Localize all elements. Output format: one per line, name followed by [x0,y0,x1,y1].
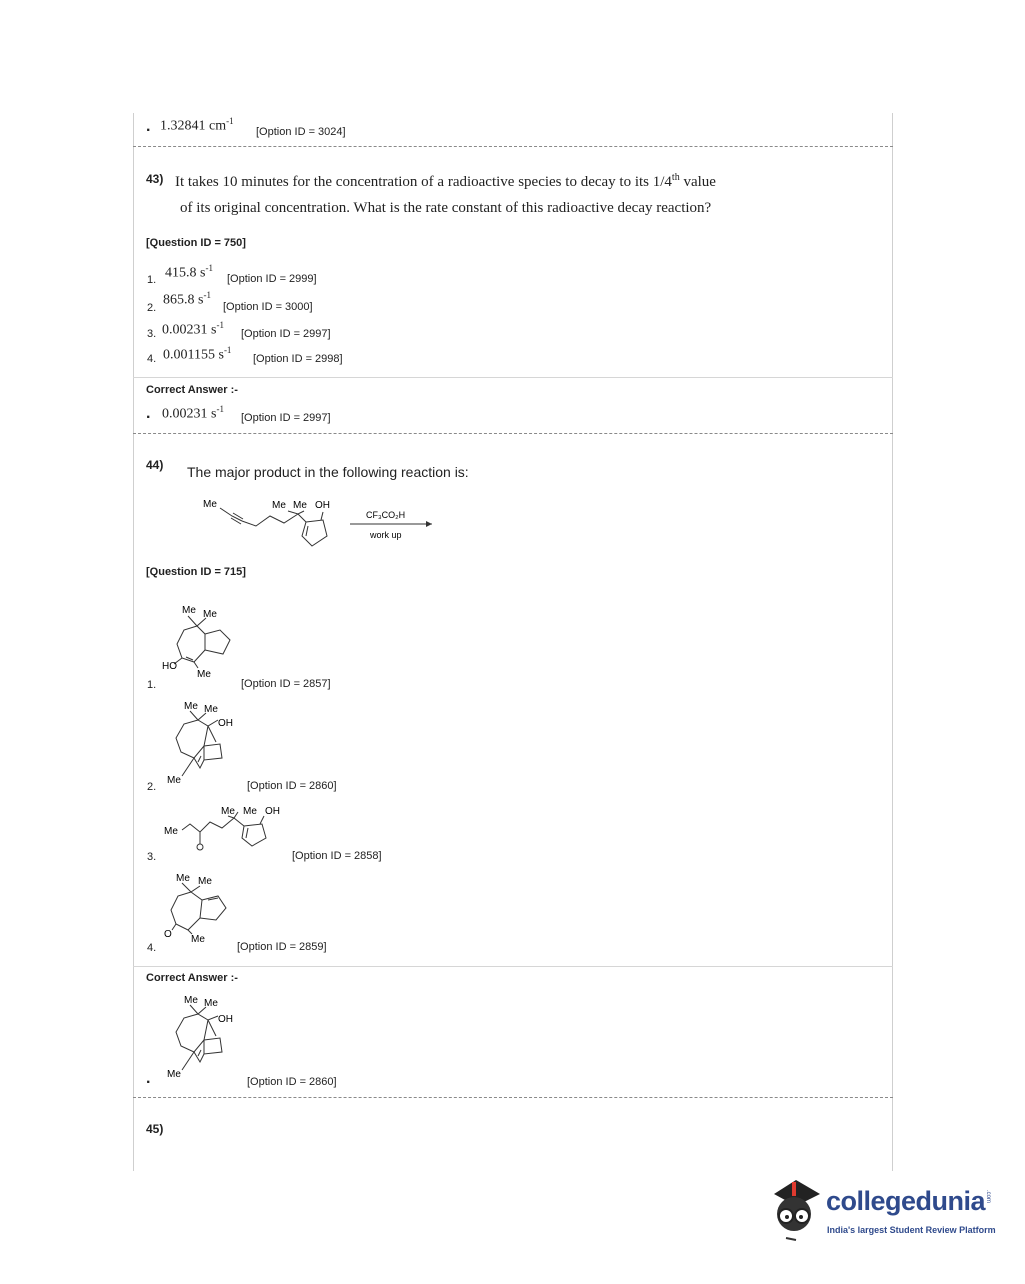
option-id: [Option ID = 2999] [227,273,317,285]
question-number: 45) [146,1122,164,1136]
option-number: 4. [147,353,157,365]
top-answer-value: 1.32841 $cm^{-1}$ [160,116,234,134]
methyl-label: Me [197,669,211,680]
reagent-label: CF₃CO₂H [366,510,406,520]
separator [133,377,893,378]
methyl-label: Me [293,500,307,511]
question-number: 44) [146,458,164,472]
option-value: 0.001155 $s^{-1}$ [163,345,232,363]
option-number: 1. [147,679,157,691]
option-number: 4. [147,942,157,954]
separator [133,1097,893,1098]
option-number: 1. [147,274,157,286]
question-text-line2: of its original concentration. What is the rate constant of this radioactive decay reaction? [180,200,712,216]
methyl-label: Me [167,1069,181,1080]
methyl-label: Me [182,605,196,616]
option-id: [Option ID = 2857] [241,678,331,690]
frame-left-border [133,113,134,1171]
methyl-label: Me [184,995,198,1006]
separator [133,433,893,434]
question-text: The major product in the following reaction is: [187,464,469,480]
methyl-label: Me [204,998,218,1009]
hydroxyl-label: OH [265,806,280,817]
option-id: [Option ID = 2860] [247,780,337,792]
methyl-label: Me [203,609,217,620]
question-number: 43) [146,172,164,186]
methyl-label: Me [164,826,178,837]
option-structure [160,696,250,788]
option-value: 865.8 $s^{-1}$ [163,290,211,308]
option-structure [160,868,240,948]
hydroxyl-label: OH [218,1014,233,1025]
option-id: [Option ID = 2997] [241,328,331,340]
answer-bullet: . [146,1070,151,1087]
correct-answer-option-id: [Option ID = 2860] [247,1076,337,1088]
methyl-label: Me [176,873,190,884]
question-text-line1: It takes 10 minutes for the concentration of a radioactive species to decay to its 1/4th value [175,172,716,190]
option-id: [Option ID = 2998] [253,353,343,365]
methyl-label: Me [204,704,218,715]
frame-right-border [892,113,893,1171]
option-id: [Option ID = 2858] [292,850,382,862]
brand-tagline: India's largest Student Review Platform [827,1225,996,1235]
option-id: [Option ID = 2859] [237,941,327,953]
methyl-label: Me [191,934,205,945]
hydroxyl-label: HO [162,661,177,672]
methyl-label: Me [184,701,198,712]
answer-bullet: . [146,118,151,135]
option-value: 0.00231 $s^{-1}$ [162,320,224,338]
correct-answer-value: 0.00231 $s^{-1}$ [162,404,224,422]
correct-answer-label: Correct Answer :- [146,972,238,984]
answer-bullet: . [146,405,151,422]
methyl-label: Me [198,876,212,887]
hydroxyl-label: OH [315,500,330,511]
methyl-label: Me [203,499,217,510]
methyl-label: Me [167,775,181,786]
mascot-icon [766,1176,824,1246]
brand-name: collegedunia [826,1186,986,1216]
correct-answer-option-id: [Option ID = 2997] [241,412,331,424]
methyl-label: Me [221,806,235,817]
option-number: 3. [147,328,157,340]
separator [133,146,893,147]
collegedunia-logo [766,1176,996,1246]
reaction-scheme [190,492,450,552]
condition-label: work up [370,530,402,540]
question-id: [Question ID = 750] [146,237,246,249]
correct-answer-structure [160,990,250,1082]
option-id: [Option ID = 3000] [223,301,313,313]
top-answer-option-id: [Option ID = 3024] [256,126,346,138]
option-structure [158,600,248,682]
option-number: 3. [147,851,157,863]
brand-suffix: .com [985,1190,991,1204]
separator [133,966,893,967]
option-value: 415.8 $s^{-1}$ [165,263,213,281]
question-id: [Question ID = 715] [146,566,246,578]
option-structure [160,800,290,852]
hydroxyl-label: OH [218,718,233,729]
option-number: 2. [147,781,157,793]
option-number: 2. [147,302,157,314]
correct-answer-label: Correct Answer :- [146,384,238,396]
methyl-label: Me [243,806,257,817]
carbonyl-oxygen-label: O [164,929,172,940]
methyl-label: Me [272,500,286,511]
